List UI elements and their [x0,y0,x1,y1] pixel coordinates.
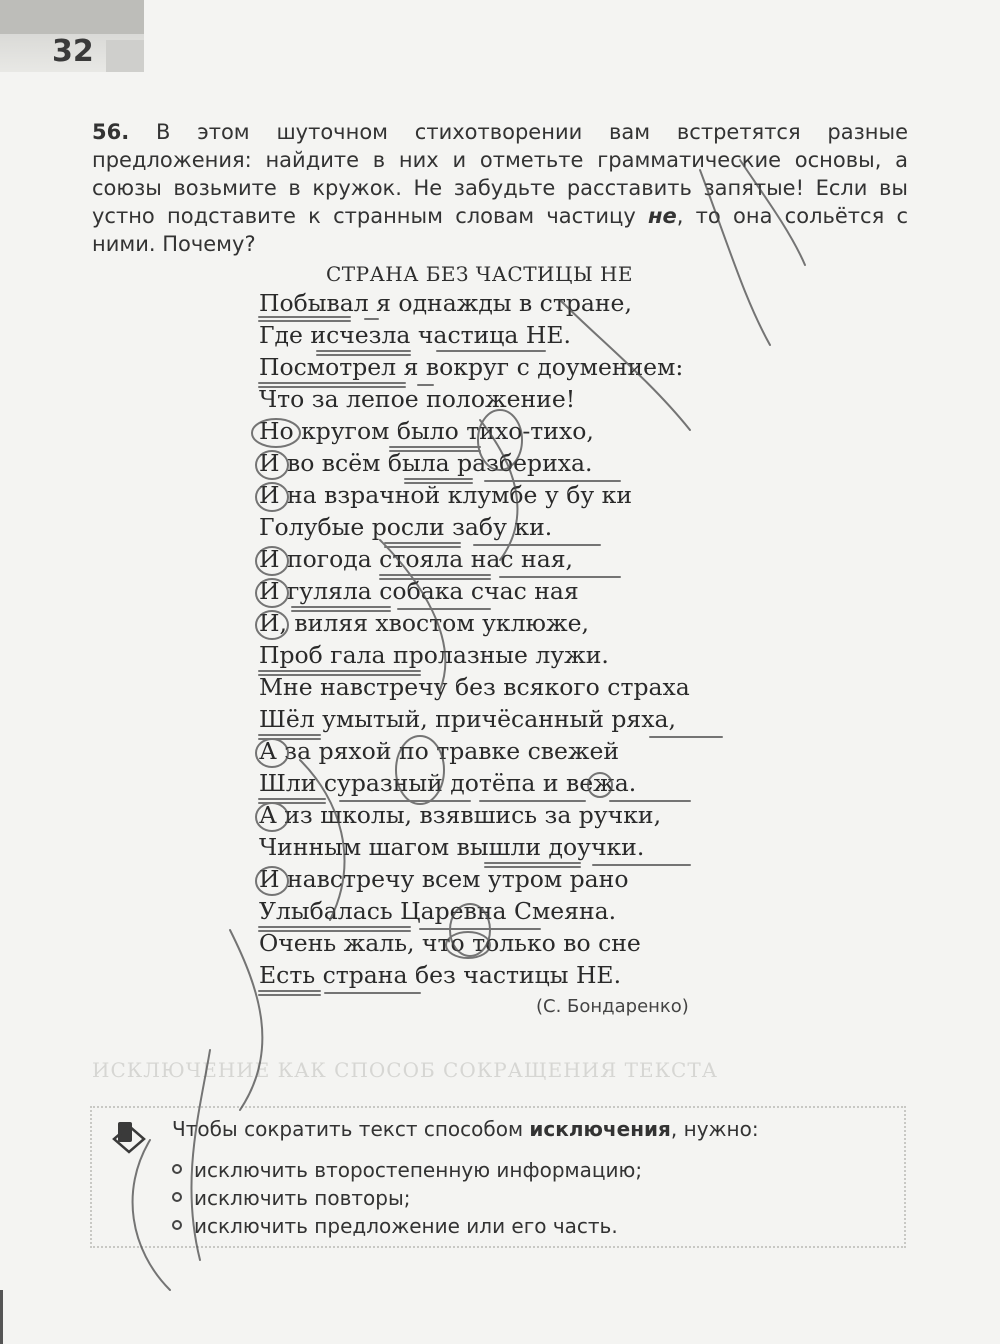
rule-marker-icon [108,1118,150,1160]
rule-item [172,1156,642,1184]
rule-item [172,1212,642,1240]
poem-line: Мне навстречу без всякого страха [259,673,690,701]
rule-item-text: исключить второстепенную информацию; [194,1158,643,1182]
rule-item [172,1184,642,1212]
poem-line: Но кругом было тихо-тихо, [259,417,594,445]
exercise-particle: не [648,204,677,228]
section-heading: ИСКЛЮЧЕНИЕ КАК СПОСОБ СОКРАЩЕНИЯ ТЕКСТА [92,1058,718,1082]
poem-line: Проб гала пролазные лужи. [259,641,609,669]
bullet-icon [172,1220,182,1230]
page-number-block [106,40,144,72]
poem-line: И, виляя хвостом уклюже, [259,609,589,637]
poem-line: Что за лепое положение! [259,385,576,413]
rule-intro-bold: исключения [529,1117,671,1141]
rule-intro-before: Чтобы сократить текст способом [172,1117,530,1141]
poem-line: А из школы, взявшись за ручки, [259,801,662,829]
poem-attribution: (С. Бондаренко) [536,996,689,1017]
poem-line: Где исчезла частица НЕ. [259,321,571,349]
exercise-text [92,118,908,258]
poem-line: Улыбалась Царевна Смеяна. [259,897,617,925]
exercise-text-part1: В этом шуточном стихотворении вам встретятся разные предложения: найдите в них и отметьте грамматические основы, а союзы возьмите в кружок. Не забудьте расставить запятые! Если вы устно подставите к странным словам частицу [92,120,908,228]
poem-line: И гуляла собака счас ная [259,577,579,605]
poem-title: СТРАНА БЕЗ ЧАСТИЦЫ НЕ [326,262,634,286]
poem-line: Голубые росли забу ки. [259,513,553,541]
rule-item-text: исключить предложение или его часть. [194,1214,618,1238]
page-edge [0,1290,3,1344]
poem-line: Очень жаль, что только во сне [259,929,641,957]
header-strip [0,0,144,34]
poem-line: Шли суразный дотёпа и вежа. [259,769,637,797]
rule-item-text: исключить повторы; [194,1186,411,1210]
poem-line: Чинным шагом вышли доучки. [259,833,645,861]
bullet-icon [172,1164,182,1174]
poem-line: И погода стояла нас ная, [259,545,574,573]
rule-intro [172,1117,759,1141]
bullet-icon [172,1192,182,1202]
poem-line: Есть страна без частицы НЕ. [259,961,622,989]
page-number: 32 [52,34,94,69]
poem-line: И на взрачной клумбе у бу ки [259,481,633,509]
poem-line: Шёл умытый, причёсанный ряха, [259,705,676,733]
poem-line: И навстречу всем утром рано [259,865,629,893]
rule-intro-after: , нужно: [670,1117,759,1141]
poem [259,287,779,991]
poem-line: Посмотрел я вокруг с доумением: [259,353,684,381]
poem-line: Побывал я однажды в стране, [259,289,632,317]
exercise-number: 56. [92,120,130,144]
rule-list [172,1156,642,1240]
poem-line: А за ряхой по травке свежей [259,737,620,765]
exercise-text-part2: , то она сольётся с ними. Почему? [92,204,908,256]
poem-line: И во всём была разбериха. [259,449,593,477]
